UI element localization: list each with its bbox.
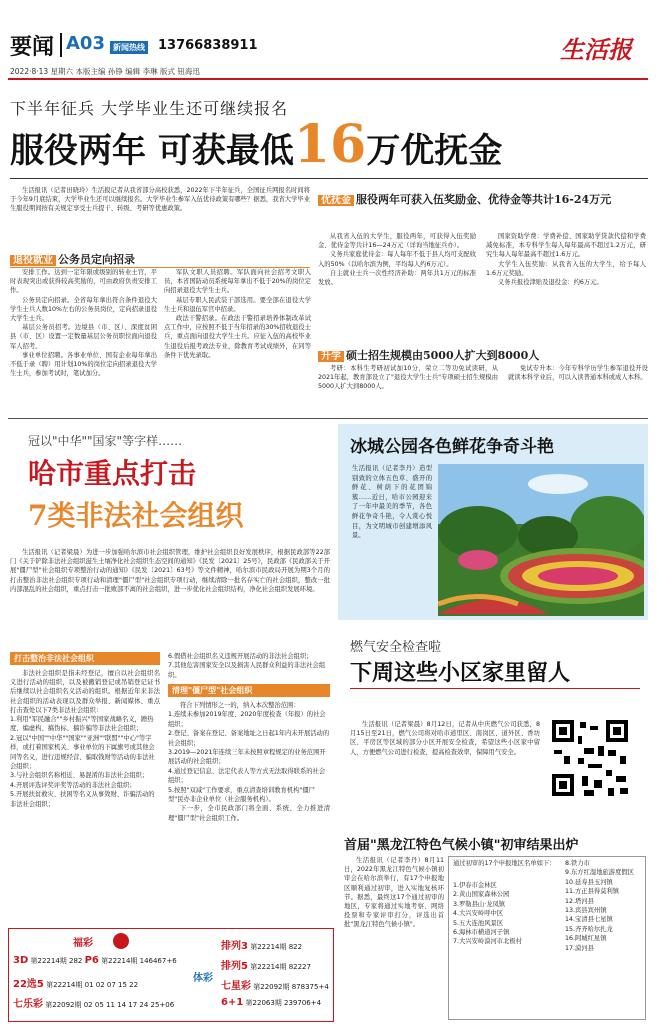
list-item: 4.通过登记信息、法定代表人等方式无法取得联系的社会组织； xyxy=(168,767,326,785)
sub3-heading xyxy=(318,344,648,363)
park-photo xyxy=(438,464,644,616)
welfare-row-1 xyxy=(13,955,177,966)
story1-col2 xyxy=(164,268,311,360)
candidate-col-a xyxy=(453,881,561,947)
story1-col4 xyxy=(486,232,646,287)
story1-rule xyxy=(10,178,648,179)
list-item: 1.连续未参加2019年度、2020年度检查（年报）的社会组织； xyxy=(168,711,326,728)
park-photo-illustration xyxy=(438,464,644,616)
lottery-box xyxy=(8,928,334,1022)
list-item: 12.塔河县 xyxy=(565,897,594,905)
game-name: P6 xyxy=(84,955,99,966)
story1-col1 xyxy=(10,268,157,378)
paragraph: 基层专职人民武装干部选用。要全部在退役大学生士兵和退伍军官中招录。 xyxy=(164,296,311,313)
game-result: 第22214期 282 xyxy=(30,957,83,965)
list-item: 4.开展评选评奖评奖等活动的非法社会组织； xyxy=(10,781,136,789)
paragraph: 公务员定向招录。全省每年拿出符合条件退役大学生士兵人数10%左右的公务员岗位，定向招录退役大学生士兵。 xyxy=(10,296,157,323)
list-item: 8.铁力市 xyxy=(565,860,590,867)
page-header xyxy=(0,0,657,80)
list-item: 2.登记、备案在登记、备案地址之日起1年内未开展活动的社会组织； xyxy=(168,730,330,747)
paragraph: 基层公务员招考。边境县（市、区）、深度贫困县（市、区）设置一定数量基层公务员职位面向退役军人招考。 xyxy=(10,324,157,350)
story-gas-check xyxy=(338,628,648,804)
list-item: 2.黄山国家森林公园 xyxy=(453,891,510,899)
story4-kicker: 燃气安全检查啦 xyxy=(350,640,442,655)
paragraph: 下一步，全市民政部门将全面、系统、全力推进清理"僵尸型"社会组织工作。 xyxy=(168,805,330,822)
list-item: 14.宝清县七星镇 xyxy=(565,916,613,924)
game-name: 七星彩 xyxy=(221,981,251,992)
qr-code-icon xyxy=(548,716,632,800)
qr-code[interactable] xyxy=(548,716,632,800)
list-item: 5.五大连池风景区 xyxy=(453,919,504,927)
story2-col1 xyxy=(10,652,160,809)
welfare-row-3 xyxy=(13,995,174,1010)
paper-logo: 生活报 xyxy=(560,35,632,64)
story-conscription xyxy=(0,80,657,391)
paragraph: 义务兵报役津贴及退役金：约6万元。 xyxy=(498,279,603,287)
dateline: 2022·8·13 星期六 本版主编 孙铮 编辑 李琳 版式 钮海迅 xyxy=(10,67,200,76)
list-item: 9.东方红湿地旅游度假区 xyxy=(565,869,634,877)
story2-sub2: 清理"僵尸型"社会组织 xyxy=(168,684,330,697)
sub1-heading xyxy=(10,248,310,268)
list-item: 5.按照"双减"工作要求，重点清查培训教育机构"僵尸型"民办非企业单位（社会服务机构）。 xyxy=(168,786,315,804)
list-item: 1.利用"军民融合""乡村振兴"等国家战略名义，蹭热度、编虚构、搞伪标、搞诈骗等非法社会组织； xyxy=(10,716,154,733)
paragraph: 政法干警招录。在政法干警招录培养体制改革试点工作中，应按照不低于当年招录的30%招收退役士兵，重点面向退役大学生士兵。应征入伍的高校毕业生退役后报考政法专业，除教育考试成绩外，在同等条件下优先录取。 xyxy=(164,315,311,359)
welfare-label: 福彩 xyxy=(73,938,93,949)
story2-headline-b: 7类非法社会组织 xyxy=(28,499,244,532)
headline-number: 16 xyxy=(293,114,367,175)
story-climate-towns xyxy=(338,808,648,1020)
paragraph: 从我省入伍的大学生，服役两年，可获得入伍奖励金、优待金等共计16—24万元（详询当地征兵办）。 xyxy=(318,233,476,250)
list-item: 2.冠以"中国""中华""国家""亚洲""联盟""中心"等字样，或打着国家机关、事业单位的下属旗号或其他会同等名义，进行违规经营、骗取钱财等活动的非法社会组织； xyxy=(10,734,155,771)
sub2-title: 服役两年可获入伍奖励金、优待金等共计16-24万元 xyxy=(356,193,612,206)
story1-headline xyxy=(10,114,502,175)
game-result: 第22214期 146467+6 xyxy=(101,957,177,965)
sports-label: 体彩 xyxy=(193,973,213,984)
story2-lead: 生活报讯（记者梁晨）为进一步加强哈尔滨市社会组织管理，维护社会组织良好发展秩序，根据民政部等22部门《关于铲除非法社会组织滋生土壤净化社会组织生态空间的通知》《民发〔2021〕25号》，民政部《民政部关于开展"僵尸型"社会组织专项整治行动的通知》《民发〔2021〕63号》等文件精神，哈尔滨市民政局开展为期3个月的打击整治非法社会组织专项行动和清理"僵尸型"社会组织专项行动，继续清除一批名存实亡的社会组织，整改一批内部混乱的社会组织，重点打击一批败部不离的社会组织，进一步优化社会组织结构，净化社会组织发展环境。 xyxy=(10,549,330,593)
list-item: 15.齐齐哈尔扎龙 xyxy=(565,925,613,933)
sub2-heading xyxy=(318,188,648,208)
list-item: 7.大兴安岭漠河市北极村 xyxy=(453,938,522,946)
paragraph: 符合下列情形之一的，纳入本次整治范围： xyxy=(180,702,300,710)
list-item: 1.伊春市金林区 xyxy=(453,882,497,889)
game-result: 第22092期 02 05 11 14 17 24 25+06 xyxy=(45,1001,175,1009)
story1-col3 xyxy=(318,232,476,287)
paragraph: 安排工作。达到一定年限或级别的转业士官，平时表现突出或获得较高奖励的，可由政府负责安排工作。 xyxy=(10,269,157,295)
story-park-flowers xyxy=(338,424,648,620)
game-result: 第22214期 822 xyxy=(250,943,303,951)
story1-lead: 生活报讯（记者田晓玲）生活报记者从我省部分高校获悉，2022年下半年征兵，全国征兵网报名时间将于今年9月底结束，大学毕业生还可以继续报名。大学毕业生参军入伍优待政策有哪些？据悉，我省大学毕业生服役期间按有关规定享受士兵提干、转级、考研等优惠政策。 xyxy=(10,187,310,213)
hotline-number: 13766838911 xyxy=(158,38,258,53)
list-item: 11.方正县得莫利镇 xyxy=(565,888,620,896)
sub3-tag: 升学 xyxy=(318,351,344,362)
story1-kicker: 下半年征兵 大学毕业生还可继续报名 xyxy=(10,99,289,118)
story5-headline: 首届"黑龙江特色气候小镇"初审结果出炉 xyxy=(344,838,579,853)
sub1-title: 公务员定向招录 xyxy=(58,253,135,266)
game-result: 第22214期 82227 xyxy=(250,963,311,971)
story2-sub1: 打击整治非法社会组织 xyxy=(10,652,160,665)
story3-caption: 生活报讯（记者李丹）造型别致的立体五色草、盛开的鲜花、树荫下的花团锦簇……近日，哈市公园迎来了一年中最美的季节，各色鲜花争奇斗艳，令人赏心悦目，为文明城市创建增添风景。 xyxy=(352,465,432,540)
list-item: 3.2019—2021年连续三年未按照章程规定的业务范围开展活动的社会组织； xyxy=(168,749,326,766)
hotline-label: 新闻热线 xyxy=(110,41,148,54)
story2-kicker: 冠以"中华""国家"等字样…… xyxy=(28,434,183,448)
paragraph: 军队文职人员招聘。军队面向社会招考文职人员，本省国防动员系统每年拿出不低于20%的岗位定向招录退役大学生士兵。 xyxy=(164,269,311,295)
list-item: 5.开展扶贫救灾、扶困等名义从事敛财、诈骗活动的非法社会组织； xyxy=(10,791,155,808)
sports-row-3 xyxy=(221,977,329,992)
sub3-title: 硕士招生规模由5000人扩大到8000人 xyxy=(346,349,540,362)
list-item: 6.海林市横道河子镇 xyxy=(453,929,510,937)
story1-col5: 考研：本科生考研初试加10分，荣立二等功免试读研，从2021年起，教育部设立了"退役大学生士兵"专项硕士招生规模由5000人扩大到8000人。 xyxy=(318,365,498,391)
list-item: 3.罗勒县山·龙凤镇 xyxy=(453,900,506,908)
paragraph: 大学生入伍奖励：从我省入伍的大学生，给予每人1.6万元奖励。 xyxy=(486,260,646,277)
list-item: 3.与社会组织名称相近、易混淆的非法社会组织； xyxy=(10,772,149,780)
game-name: 3D xyxy=(13,955,29,966)
headline-part-b: 万优抚金 xyxy=(366,131,503,171)
story4-headline: 下周这些小区家里留人 xyxy=(350,660,571,686)
sports-row-2 xyxy=(221,957,311,972)
game-result: 第22092期 878375+4 xyxy=(253,983,329,991)
paragraph: 事业单位招聘。各事业单位、国有企业每年拿出不低于录（聘）用计划10%的岗位定向招录退役大学生士兵，参加考试时，笔试加分。 xyxy=(10,351,157,378)
sub2-tag: 优抚金 xyxy=(318,195,354,206)
game-result: 第22214期 01 02 07 15 22 xyxy=(46,981,139,989)
page-number: A03 xyxy=(66,33,105,54)
sub1-tag: 退役就业 xyxy=(10,255,56,266)
section-divider xyxy=(8,418,648,419)
candidate-list-box xyxy=(448,856,646,1020)
list-item: 6.假借社会组织名义违规开展活动的非法社会组织； xyxy=(168,653,313,660)
paragraph: 非法社会组织是指未经登记，擅自以社会组织名义进行活动的组织，以及被撤销登记或吊销登记证书后继续以社会组织名义活动的组织。根据近年来非法社会组织的活动表现以及群众举报、新闻媒体、重点打击查处以下7类非法社会组织： xyxy=(10,670,160,714)
story4-body: 生活报讯（记者梁晨）8月12日，记者从中庆燃气公司获悉，8月15日至21日，燃气公司将对哈市道里区、南岗区、道外区、香坊区、平房区等区域的部分小区开展安全检查，希望这些小区家中留人，方便燃气公司进行检查，提高检查效率，保障用气安全。 xyxy=(350,721,540,756)
list-item: 13.宾县宾州镇 xyxy=(565,907,607,915)
list-item: 7.其他危害国家安全以及损害人民群众利益的非法社会组织。 xyxy=(168,662,326,679)
welfare-logo-icon xyxy=(113,933,129,949)
game-name: 七乐彩 xyxy=(13,999,43,1010)
story5-lead: 生活报讯（记者李丹）8月11日，2022年黑龙江特色气候小镇初审会在哈尔滨举行，有17个申报地区顺利通过初审，进入实地复核环节。据悉，最终这17个通过初审的地区，专家将通过实地考察、网络投票和专家评审打分，评选出首批"黑龙江特色气候小镇"。 xyxy=(344,857,444,929)
game-result: 第22063期 239706+4 xyxy=(245,999,322,1007)
paragraph: 国家资助学费：学费补偿、国家助学贷款代偿和学费减免标准，本专科学生每人每年最高不超过1.2万元，研究生每人每年最高不超过1.6万元。 xyxy=(486,233,646,259)
list-item: 4.大兴安岭呼中区 xyxy=(453,910,504,918)
story1-col6: 免试专升本：今年专科学历学生参军退役开设就读本科学业后，可以入读普通本科或成人本科。 xyxy=(508,365,648,382)
welfare-row-2 xyxy=(13,975,138,990)
story3-headline: 冰城公园各色鲜花争奇斗艳 xyxy=(350,437,554,457)
story4-rule xyxy=(350,688,640,689)
list-item: 16.阿城红星镇 xyxy=(565,935,607,943)
sports-row-1 xyxy=(221,937,302,952)
game-name: 6+1 xyxy=(221,997,244,1008)
section-title: 要闻 xyxy=(10,34,55,60)
candidate-col-b xyxy=(565,859,643,953)
list-item: 17.漠河县 xyxy=(565,944,594,952)
game-name: 排列3 xyxy=(221,941,248,952)
headline-part-a: 服役两年 可获最低 xyxy=(10,131,294,171)
game-name: 排列5 xyxy=(221,961,248,972)
list-intro: 通过初审的17个申报地区名单如下： xyxy=(453,860,556,867)
divider-bar xyxy=(60,33,62,57)
game-name: 22选5 xyxy=(13,979,44,990)
paragraph: 义务兵家庭优待金：每人每年不低于县人均可支配收入的50%（以哈尔滨为例，平均每人约6万元）。 xyxy=(318,251,476,268)
welfare-header xyxy=(13,931,163,950)
story2-col2 xyxy=(168,652,330,823)
sports-row-4 xyxy=(221,997,321,1008)
paragraph: 自主就业士兵一次性经济补助：两年共1万元的标准发放。 xyxy=(318,269,476,287)
story-social-orgs xyxy=(0,420,330,980)
list-item: 10.延寿县玉河镇 xyxy=(565,878,613,886)
story2-headline-a: 哈市重点打击 xyxy=(28,457,197,490)
